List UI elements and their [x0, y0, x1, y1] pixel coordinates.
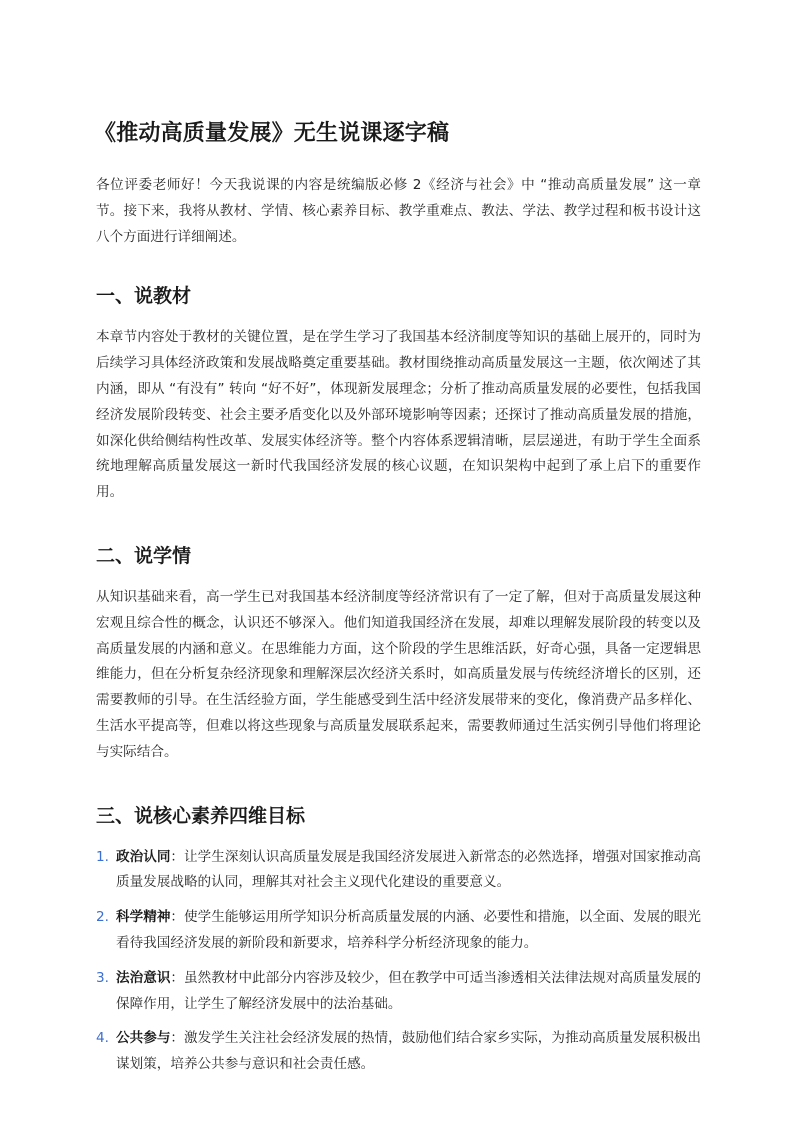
document-title: 《推动高质量发展》无生说课逐字稿: [94, 121, 450, 146]
section-heading-student-analysis: 二、说学情: [96, 544, 192, 567]
list-item-number: 3.: [96, 969, 109, 986]
section-heading-core-literacy-goals: 三、说核心素养四维目标: [96, 804, 306, 827]
goal-term: 政治认同: [116, 848, 171, 865]
list-item: [96, 966, 701, 1018]
section-body-teaching-material: 本章节内容处于教材的关键位置，是在学生学习了我国基本经济制度等知识的基础上展开的，同时为后续学习具体经济政策和发展战略奠定重要基础。教材围绕推动高质量发展这一主题，依次阐述了其内涵，即从 “有没有” 转向 “好不好”，体现新发展理念；分析了推动高质量发展的必要性，包括我国经济发展阶段转变、社会主要矛盾变化以及外部环境影响等因素；还探讨了推动高质量发展的措施，如深化供给侧结构性改革、发展实体经济等。整个内容体系逻辑清晰，层层递进，有助于学生全面系统地理解高质量发展这一新时代我国经济发展的核心议题，在知识架构中起到了承上启下的重要作用。: [96, 329, 701, 501]
list-item: [96, 905, 701, 957]
goal-text: 使学生能够运用所学知识分析高质量发展的内涵、必要性和措施，以全面、发展的眼光看待我国经济发展的新阶段和新要求，培养科学分析经济现象的能力。: [116, 909, 702, 951]
list-item-number: 1.: [96, 848, 109, 865]
list-item-number: 4.: [96, 1030, 109, 1047]
goal-separator: ：: [170, 848, 185, 865]
section-heading-teaching-material: 一、说教材: [96, 285, 192, 308]
goal-separator: ：: [170, 1030, 185, 1047]
goal-term: 法治意识: [116, 969, 171, 986]
section-body-student-analysis: 从知识基础来看，高一学生已对我国基本经济制度等经济常识有了一定了解，但对于高质量发展这种宏观且综合性的概念，认识还不够深入。他们知道我国经济在发展，却难以理解发展阶段的转变以及高质量发展的内涵和意义。在思维能力方面，这个阶段的学生思维活跃，好奇心强，具备一定逻辑思维能力，但在分析复杂经济现象和理解深层次经济关系时，如高质量发展与传统经济增长的区别，还需要教师的引导。在生活经验方面，学生能感受到生活中经济发展带来的变化，像消费产品多样化、生活水平提高等，但难以将这些现象与高质量发展联系起来，需要教师通过生活实例引导他们将理论与实际结合。: [96, 588, 701, 760]
goals-list: [96, 845, 701, 1078]
goal-separator: ：: [170, 969, 185, 986]
goal-text: 虽然教材中此部分内容涉及较少，但在教学中可适当渗透相关法律法规对高质量发展的保障作用，让学生了解经济发展中的法治基础。: [116, 969, 702, 1012]
list-item: [96, 1026, 701, 1078]
goal-text: 让学生深刻认识高质量发展是我国经济发展进入新常态的必然选择，增强对国家推动高质量发展战略的认同，理解其对社会主义现代化建设的重要意义。: [116, 848, 702, 891]
list-item-number: 2.: [96, 909, 109, 926]
intro-paragraph: 各位评委老师好！今天我说课的内容是统编版必修 2《经济与社会》中 “推动高质量发展” 这一章节。接下来，我将从教材、学情、核心素养目标、教学重难点、教法、学法、教学过程和板书设计这八个方面进行详细阐述。: [96, 177, 701, 245]
goal-term: 公共参与: [116, 1030, 171, 1047]
goal-separator: ：: [170, 909, 185, 926]
goal-term: 科学精神: [116, 909, 171, 926]
list-item: [96, 845, 701, 897]
goal-text: 激发学生关注社会经济发展的热情，鼓励他们结合家乡实际，为推动高质量发展积极出谋划策，培养公共参与意识和社会责任感。: [116, 1030, 702, 1073]
